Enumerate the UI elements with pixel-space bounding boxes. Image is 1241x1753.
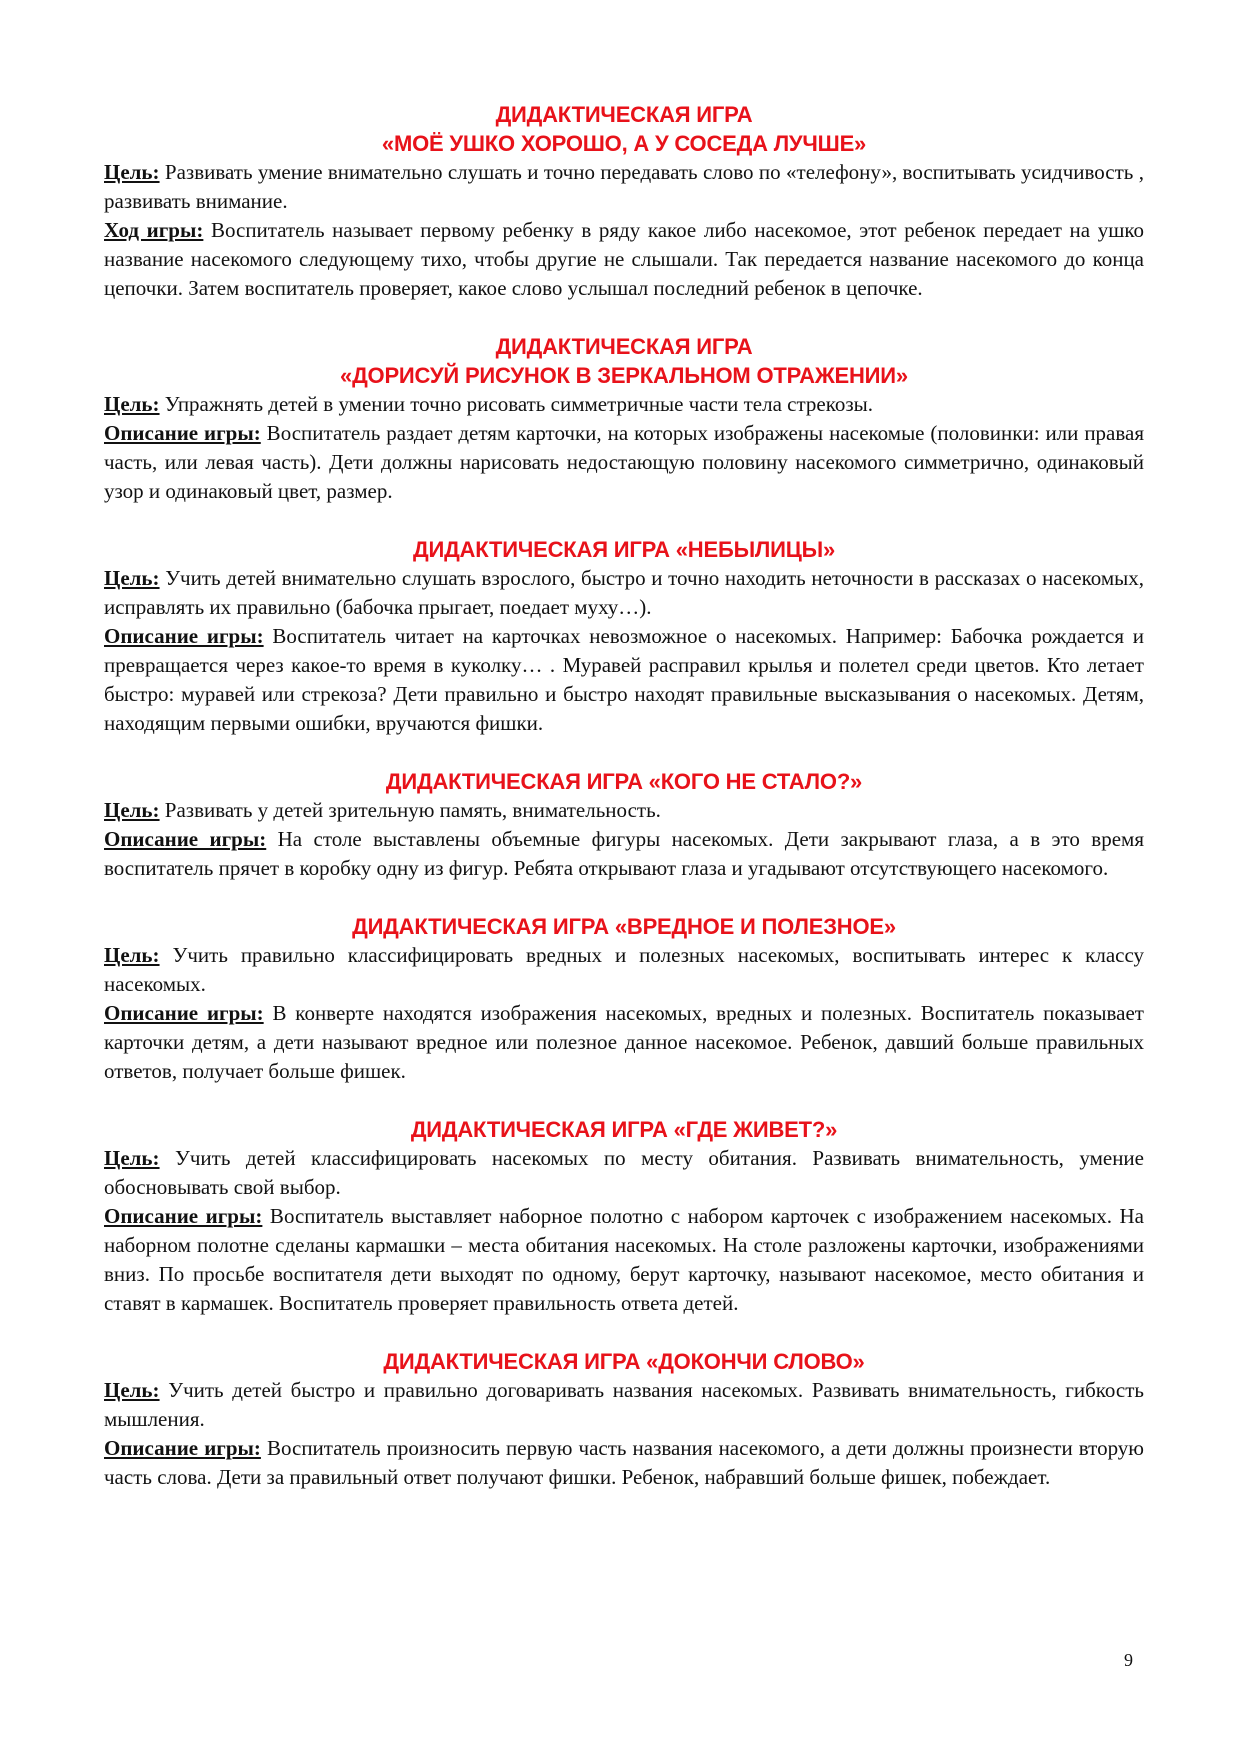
goal-text: Учить детей классифицировать насекомых по месту обитания. Развивать внимательность, умение обосновывать свой выбор. xyxy=(104,1146,1144,1199)
goal-text: Развивать умение внимательно слушать и точно передавать слово по «телефону», воспитывать усидчивость , развивать внимание. xyxy=(104,160,1144,213)
game-title-line: ДИДАКТИЧЕСКАЯ ИГРА «КОГО НЕ СТАЛО?» xyxy=(385,769,863,794)
description-text: На столе выставлены объемные фигуры насекомых. Дети закрывают глаза, а в это время воспитатель прячет в коробку одну из фигур. Ребята открывают глаза и угадывают отсутствующего насекомого. xyxy=(104,827,1144,880)
goal-label: Цель: xyxy=(104,943,160,967)
game-title-line: «МОЁ УШКО ХОРОШО, А У СОСЕДА ЛУЧШЕ» xyxy=(381,131,867,156)
page-number: 9 xyxy=(1124,1650,1133,1670)
description-label: Описание игры: xyxy=(104,1001,264,1025)
game-title xyxy=(104,100,1144,158)
description-text: Воспитатель выставляет наборное полотно с набором карточек с изображением насекомых. На наборном полотне сделаны кармашки – места обитания насекомых. На столе разложены карточки, изображениями вниз. По просьбе воспитателя дети выходят по одному, берут карточку, называют насекомое, место обитания и ставят в кармашек. Воспитатель проверяет правильность ответа детей. xyxy=(104,1204,1144,1315)
goal-label: Цель: xyxy=(104,392,160,416)
game-goal xyxy=(104,390,1144,419)
game-goal xyxy=(104,1376,1144,1434)
description-text: В конверте находятся изображения насекомых, вредных и полезных. Воспитатель показывает карточки детям, а дети называют вредное или полезное данное насекомое. Ребенок, давший больше правильных ответов, получает больше фишек. xyxy=(104,1001,1144,1083)
game-section xyxy=(104,1115,1144,1318)
game-section xyxy=(104,767,1144,883)
description-text: Воспитатель называет первому ребенку в ряду какое либо насекомое, этот ребенок передает на ушко название насекомого следующему тихо, чтобы другие не слышали. Так передается название насекомого до конца цепочки. Затем воспитатель проверяет, какое слово услышал последний ребенок в цепочке. xyxy=(104,218,1144,300)
game-title xyxy=(104,912,1144,941)
game-title xyxy=(104,1115,1144,1144)
game-section xyxy=(104,100,1144,303)
game-section xyxy=(104,912,1144,1086)
game-description xyxy=(104,622,1144,738)
description-label: Описание игры: xyxy=(104,1436,261,1460)
game-goal xyxy=(104,158,1144,216)
document-page xyxy=(104,100,1144,1492)
game-title xyxy=(104,332,1144,390)
game-goal xyxy=(104,564,1144,622)
game-description xyxy=(104,1202,1144,1318)
game-goal xyxy=(104,941,1144,999)
game-section xyxy=(104,332,1144,506)
goal-text: Учить детей быстро и правильно договаривать названия насекомых. Развивать внимательность, гибкость мышления. xyxy=(104,1378,1144,1431)
game-title-line: ДИДАКТИЧЕСКАЯ ИГРА xyxy=(495,102,753,127)
game-section xyxy=(104,535,1144,738)
game-section xyxy=(104,1347,1144,1492)
description-label: Ход игры: xyxy=(104,218,204,242)
game-title xyxy=(104,1347,1144,1376)
description-label: Описание игры: xyxy=(104,421,261,445)
game-title-line: ДИДАКТИЧЕСКАЯ ИГРА xyxy=(495,334,753,359)
description-text: Воспитатель произносить первую часть названия насекомого, а дети должны произнести вторую часть слова. Дети за правильный ответ получают фишки. Ребенок, набравший больше фишек, побеждает. xyxy=(104,1436,1144,1489)
game-title-line: ДИДАКТИЧЕСКАЯ ИГРА «ВРЕДНОЕ И ПОЛЕЗНОЕ» xyxy=(352,914,896,939)
game-title-line: ДИДАКТИЧЕСКАЯ ИГРА «НЕБЫЛИЦЫ» xyxy=(413,537,835,562)
description-label: Описание игры: xyxy=(104,827,267,851)
goal-text: Учить правильно классифицировать вредных и полезных насекомых, воспитывать интерес к классу насекомых. xyxy=(104,943,1144,996)
game-description xyxy=(104,1434,1144,1492)
game-description xyxy=(104,999,1144,1086)
game-description xyxy=(104,825,1144,883)
goal-label: Цель: xyxy=(104,1146,160,1170)
game-goal xyxy=(104,796,1144,825)
description-text: Воспитатель читает на карточках невозможное о насекомых. Например: Бабочка рождается и превращается через какое-то время в куколку… . Муравей расправил крылья и полетел среди цветов. Кто летает быстро: муравей или стрекоза? Дети правильно и быстро находят правильные высказывания о насекомых. Детям, находящим первыми ошибки, вручаются фишки. xyxy=(104,624,1144,735)
game-description xyxy=(104,419,1144,506)
description-label: Описание игры: xyxy=(104,624,264,648)
description-text: Воспитатель раздает детям карточки, на которых изображены насекомые (половинки: или правая часть, или левая часть). Дети должны нарисовать недостающую половину насекомого симметрично, одинаковый узор и одинаковый цвет, размер. xyxy=(104,421,1144,503)
description-label: Описание игры: xyxy=(104,1204,263,1228)
game-title-line: ДИДАКТИЧЕСКАЯ ИГРА «ГДЕ ЖИВЕТ?» xyxy=(410,1117,838,1142)
goal-label: Цель: xyxy=(104,566,160,590)
goal-text: Развивать у детей зрительную память, внимательность. xyxy=(159,798,661,822)
game-goal xyxy=(104,1144,1144,1202)
game-title xyxy=(104,535,1144,564)
goal-text: Учить детей внимательно слушать взрослого, быстро и точно находить неточности в рассказах о насекомых, исправлять их правильно (бабочка прыгает, поедает муху…). xyxy=(104,566,1144,619)
goal-label: Цель: xyxy=(104,160,160,184)
game-description xyxy=(104,216,1144,303)
goal-label: Цель: xyxy=(104,798,160,822)
goal-label: Цель: xyxy=(104,1378,160,1402)
game-title-line: «ДОРИСУЙ РИСУНОК В ЗЕРКАЛЬНОМ ОТРАЖЕНИИ» xyxy=(340,363,908,388)
game-title xyxy=(104,767,1144,796)
game-title-line: ДИДАКТИЧЕСКАЯ ИГРА «ДОКОНЧИ СЛОВО» xyxy=(383,1349,865,1374)
goal-text: Упражнять детей в умении точно рисовать симметричные части тела стрекозы. xyxy=(159,392,874,416)
